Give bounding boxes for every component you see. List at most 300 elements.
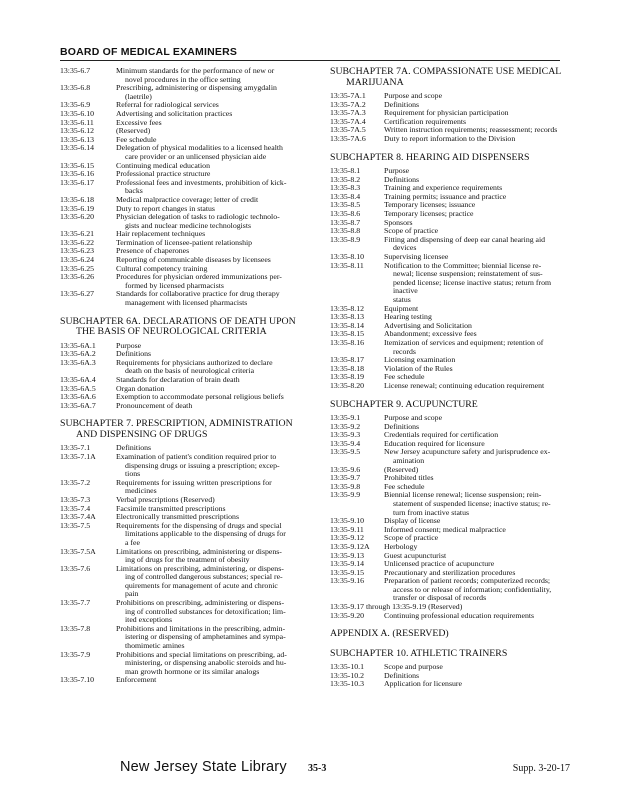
section-number: 13:35-9.13 bbox=[330, 550, 365, 560]
toc-entry bbox=[60, 359, 318, 376]
title-line: (Reserved) bbox=[384, 464, 419, 474]
section-number: 13:35-9.20 bbox=[330, 610, 365, 620]
toc-entry bbox=[330, 365, 570, 374]
title-line: Herbology bbox=[384, 541, 418, 551]
section-number: 13:35-6.12 bbox=[60, 126, 95, 136]
title-line: Prohibitions and limitations in the prescribing, admin- bbox=[116, 623, 286, 633]
title-line: Prohibitions and special limitations on prescribing, ad- bbox=[116, 649, 287, 659]
section-number: 13:35-7.5 bbox=[60, 520, 91, 530]
title-line: Facsimile transmitted prescriptions bbox=[116, 503, 226, 513]
toc-entry bbox=[330, 210, 570, 219]
section-title bbox=[115, 144, 318, 161]
title-line: Limitations on prescribing, administering, or dispens- bbox=[116, 563, 284, 573]
section-number: 13:35-6.26 bbox=[60, 272, 95, 282]
heading-line: SUBCHAPTER 7A. COMPASSIONATE USE MEDICAL bbox=[330, 66, 562, 77]
section-title bbox=[383, 491, 570, 517]
section-number: 13:35-9.12A bbox=[330, 541, 370, 551]
toc-entry bbox=[330, 92, 570, 101]
section-title bbox=[115, 290, 318, 307]
left-column bbox=[60, 67, 318, 685]
title-line: Unlicensed practice of acupuncture bbox=[384, 559, 495, 569]
title-line: Fee schedule bbox=[384, 481, 425, 491]
subchapter-heading bbox=[330, 400, 570, 411]
title-line: gists and nuclear medicine technologists bbox=[125, 220, 252, 230]
section-number: 13:35-9.16 bbox=[330, 576, 365, 586]
section-number: 13:35-6.25 bbox=[60, 263, 95, 273]
section-title bbox=[115, 179, 318, 196]
section-number: 13:35-6.19 bbox=[60, 203, 95, 213]
title-line: turn from inactive status bbox=[393, 507, 470, 517]
title-line: Procedures for physician ordered immunizations per- bbox=[116, 272, 282, 282]
section-number: 13:35-8.1 bbox=[330, 166, 361, 176]
section-number: 13:35-10.1 bbox=[330, 662, 365, 672]
title-line: access to or release of information; confidentiality, bbox=[393, 584, 552, 594]
toc-entry bbox=[330, 448, 570, 465]
title-line: Scope of practice bbox=[384, 226, 439, 236]
title-line: medicines bbox=[125, 486, 157, 496]
section-number: 13:35-6A.1 bbox=[60, 340, 96, 350]
toc-entry bbox=[60, 342, 318, 351]
running-header bbox=[60, 40, 560, 64]
section-number: 13:35-8.7 bbox=[330, 217, 361, 227]
section-title bbox=[115, 599, 318, 625]
right-column bbox=[330, 67, 570, 689]
section-number: 13:35-6.9 bbox=[60, 100, 91, 110]
heading-line: SUBCHAPTER 10. ATHLETIC TRAINERS bbox=[330, 647, 508, 659]
toc-entry bbox=[330, 526, 570, 535]
title-line: management with licensed pharmacists bbox=[125, 298, 248, 308]
subchapter-heading bbox=[60, 419, 318, 440]
page-footer bbox=[60, 757, 570, 781]
title-line: Excessive fees bbox=[116, 117, 162, 127]
section-number: 13:35-8.13 bbox=[330, 312, 365, 322]
title-line: Temporary licenses; practice bbox=[384, 209, 474, 219]
title-line: Prohibitions on prescribing, administering or dispens- bbox=[116, 598, 285, 608]
toc-entry bbox=[330, 680, 570, 689]
title-line: Training and experience requirements bbox=[384, 183, 503, 193]
section-number: 13:35-6.7 bbox=[60, 66, 91, 75]
section-title bbox=[383, 680, 570, 689]
title-line: Hearing testing bbox=[384, 312, 432, 322]
section-title bbox=[115, 402, 318, 411]
title-line: Presence of chaperones bbox=[116, 246, 190, 256]
title-line: ited exceptions bbox=[125, 615, 172, 625]
toc-entry bbox=[330, 135, 570, 144]
section-number: 13:35-9.3 bbox=[330, 430, 361, 440]
title-line: Notification to the Committee; biennial license re- bbox=[384, 260, 542, 270]
section-number: 13:35-6.24 bbox=[60, 255, 95, 265]
toc-entry bbox=[60, 273, 318, 290]
title-line: man growth hormone or its similar analogs bbox=[125, 666, 260, 676]
heading-line: SUBCHAPTER 7. PRESCRIPTION, ADMINISTRATION bbox=[60, 418, 293, 430]
title-line: devices bbox=[393, 243, 417, 253]
title-line: amination bbox=[393, 455, 425, 465]
section-title bbox=[115, 522, 318, 548]
section-number: 13:35-9.6 bbox=[330, 464, 361, 474]
title-line: Definitions bbox=[384, 670, 420, 680]
section-number: 13:35-10.2 bbox=[330, 670, 365, 680]
title-line: istering or dispensing of amphetamines and sympa- bbox=[125, 632, 286, 642]
title-line: Definitions bbox=[384, 174, 420, 184]
section-title bbox=[383, 339, 570, 356]
section-number: 13:35-9.7 bbox=[330, 473, 361, 483]
title-line: Fee schedule bbox=[116, 134, 157, 144]
section-number: 13:35-7.5A bbox=[60, 546, 96, 556]
title-line: Advertising and Solicitation bbox=[384, 320, 472, 330]
section-number: 13:35-6.23 bbox=[60, 246, 95, 256]
section-number: 13:35-6.8 bbox=[60, 83, 91, 93]
title-line: backs bbox=[125, 186, 143, 196]
title-line: Termination of licensee-patient relationship bbox=[116, 237, 253, 247]
section-title bbox=[115, 84, 318, 101]
title-line: Delegation of physical modalities to a licensed health bbox=[116, 143, 283, 153]
title-line: Organ donation bbox=[116, 383, 165, 393]
title-line: Purpose and scope bbox=[384, 91, 443, 100]
toc-entry bbox=[60, 479, 318, 496]
title-line: Hair replacement techniques bbox=[116, 229, 206, 239]
section-number: 13:35-6.16 bbox=[60, 169, 95, 179]
title-line: newal; license suspension; reinstatement of sus- bbox=[393, 269, 543, 279]
title-line: Examination of patient's condition required prior to bbox=[116, 451, 277, 461]
section-number: 13:35-7A.1 bbox=[330, 91, 366, 100]
title-line: Temporary licenses; issuance bbox=[384, 200, 476, 210]
title-line: Abandonment; excessive fees bbox=[384, 329, 477, 339]
toc-entry bbox=[330, 414, 570, 423]
title-line: Prohibited titles bbox=[384, 473, 434, 483]
title-line: status bbox=[393, 294, 411, 304]
title-line: License renewal; continuing education requirement bbox=[384, 380, 545, 390]
section-number: 13:35-8.9 bbox=[330, 234, 361, 244]
title-line: Supervising licensee bbox=[384, 252, 449, 261]
toc-entry bbox=[330, 474, 570, 483]
title-line: New Jersey acupuncture safety and jurisprudence ex- bbox=[384, 447, 551, 457]
section-number: 13:35-6.22 bbox=[60, 237, 95, 247]
title-line: Definitions bbox=[116, 349, 152, 359]
title-line: Sponsors bbox=[384, 217, 413, 227]
section-number: 13:35-6.17 bbox=[60, 177, 95, 187]
subchapter-heading bbox=[330, 67, 570, 88]
toc-entry bbox=[330, 167, 570, 176]
section-title bbox=[383, 612, 570, 621]
section-number: 13:35-6.11 bbox=[60, 117, 94, 127]
section-number: 13:35-6.14 bbox=[60, 143, 95, 153]
toc-entry bbox=[60, 599, 318, 625]
title-line: Fee schedule bbox=[384, 372, 425, 382]
toc-entry bbox=[60, 676, 318, 685]
title-line: Violation of the Rules bbox=[384, 363, 453, 373]
heading-line: APPENDIX A. (RESERVED) bbox=[330, 628, 449, 640]
toc-entry bbox=[330, 236, 570, 253]
title-line: Precautionary and sterilization procedures bbox=[384, 567, 516, 577]
toc-entry bbox=[60, 67, 318, 84]
title-line: ing of drugs for the treatment of obesity bbox=[125, 555, 250, 565]
section-number: 13:35-9.15 bbox=[330, 567, 365, 577]
title-line: Continuing medical education bbox=[116, 160, 210, 170]
section-number: 13:35-6.15 bbox=[60, 160, 95, 170]
section-number: 13:35-9.11 bbox=[330, 524, 364, 534]
section-number: 13:35-6A.4 bbox=[60, 375, 96, 384]
toc-entry bbox=[60, 376, 318, 385]
section-number: 13:35-8.12 bbox=[330, 303, 365, 313]
title-line: formed by licensed pharmacists bbox=[125, 280, 224, 290]
title-line: Prescribing, administering or dispensing amygdalin bbox=[116, 83, 277, 93]
section-number: 13:35-7.6 bbox=[60, 563, 91, 573]
title-line: records bbox=[393, 346, 416, 356]
section-number: 13:35-9.8 bbox=[330, 481, 361, 491]
section-number: 13:35-8.15 bbox=[330, 329, 365, 339]
section-number: 13:35-9.10 bbox=[330, 516, 365, 526]
section-number: 13:35-7.4A bbox=[60, 512, 96, 522]
title-line: Training permits; issuance and practice bbox=[384, 191, 507, 201]
title-line: Requirements for the dispensing of drugs and special bbox=[116, 520, 282, 530]
section-number: 13:35-7A.3 bbox=[330, 108, 366, 118]
title-line: tions bbox=[125, 469, 141, 479]
section-title bbox=[115, 651, 318, 677]
section-number: 13:35-8.5 bbox=[330, 200, 361, 210]
title-line: Verbal prescriptions (Reserved) bbox=[116, 494, 215, 504]
title-line: Display of license bbox=[384, 516, 441, 526]
supplement-date: Supp. 3-20-17 bbox=[512, 763, 570, 774]
title-line: Preparation of patient records; computerized records; bbox=[384, 576, 551, 586]
section-number: 13:35-6.10 bbox=[60, 108, 95, 118]
section-title bbox=[115, 625, 318, 651]
toc-entry bbox=[60, 84, 318, 101]
toc-entry bbox=[60, 548, 318, 565]
section-number: 13:35-7.4 bbox=[60, 503, 91, 513]
section-range: 13:35-9.17 through 13:35-9.19 (Reserved) bbox=[330, 602, 463, 612]
title-line: ministering, or dispensing anabolic steroids and hu- bbox=[125, 658, 287, 668]
title-line: Pronouncement of death bbox=[116, 400, 193, 410]
section-title bbox=[115, 676, 318, 685]
title-line: Standards for declaration of brain death bbox=[116, 375, 240, 384]
section-title bbox=[115, 67, 318, 84]
title-line: Duty to report changes in status bbox=[116, 203, 215, 213]
toc-entry bbox=[330, 577, 570, 603]
title-line: Biennial license renewal; license suspension; rein- bbox=[384, 490, 542, 500]
title-line: Credentials required for certification bbox=[384, 430, 499, 440]
title-line: Scope and purpose bbox=[384, 662, 443, 672]
title-line: Electronically transmitted prescriptions bbox=[116, 512, 239, 522]
section-number: 13:35-8.18 bbox=[330, 363, 365, 373]
section-title bbox=[383, 382, 570, 391]
heading-line: SUBCHAPTER 6A. DECLARATIONS OF DEATH UPON bbox=[60, 315, 296, 327]
title-line: care provider or an unlicensed physician aide bbox=[125, 151, 267, 161]
section-title bbox=[115, 359, 318, 376]
toc-entry bbox=[60, 213, 318, 230]
heading-line: AND DISPENSING OF DRUGS bbox=[76, 428, 208, 440]
section-number: 13:35-8.17 bbox=[330, 355, 365, 365]
heading-line: SUBCHAPTER 9. ACUPUNCTURE bbox=[330, 398, 478, 410]
section-number: 13:35-6A.2 bbox=[60, 349, 96, 359]
section-number: 13:35-9.2 bbox=[330, 421, 361, 431]
title-line: Definitions bbox=[116, 443, 152, 453]
section-number: 13:35-6.21 bbox=[60, 229, 95, 239]
title-line: thomimetic amines bbox=[125, 641, 185, 651]
section-number: 13:35-8.14 bbox=[330, 320, 365, 330]
title-line: Scope of practice bbox=[384, 533, 439, 543]
toc-entry bbox=[60, 290, 318, 307]
section-number: 13:35-6.20 bbox=[60, 212, 95, 222]
section-number: 13:35-6.18 bbox=[60, 194, 95, 204]
title-line: Standards for collaborative practice for drug therapy bbox=[116, 289, 280, 299]
title-line: Purpose bbox=[116, 340, 142, 350]
page-number: 35-3 bbox=[308, 763, 327, 774]
section-number: 13:35-7.2 bbox=[60, 477, 91, 487]
title-line: Informed consent; medical malpractice bbox=[384, 524, 506, 534]
toc-entry bbox=[60, 119, 318, 128]
subchapter-heading bbox=[60, 317, 318, 338]
section-title bbox=[383, 262, 570, 305]
section-number: 13:35-9.4 bbox=[330, 438, 361, 448]
section-number: 13:35-8.4 bbox=[330, 191, 361, 201]
toc-entry bbox=[60, 402, 318, 411]
section-number: 13:35-9.9 bbox=[330, 490, 361, 500]
section-number: 13:35-7A.4 bbox=[330, 116, 366, 126]
title-line: novel procedures in the office setting bbox=[125, 74, 241, 84]
title-line: Cultural competency training bbox=[116, 263, 208, 273]
title-line: ing of controlled dangerous substances; special re- bbox=[125, 572, 283, 582]
title-line: Limitations on prescribing, administering or dispens- bbox=[116, 546, 282, 556]
title-line: Education required for licensure bbox=[384, 438, 485, 448]
toc-entry bbox=[60, 110, 318, 119]
title-line: pended license; license inactive status; return from inactive bbox=[393, 277, 552, 296]
section-number: 13:35-6A.6 bbox=[60, 392, 96, 402]
title-line: Referral for radiological services bbox=[116, 100, 219, 110]
title-line: Professional practice structure bbox=[116, 169, 211, 179]
title-line: Exemption to accommodate personal religious beliefs bbox=[116, 392, 284, 402]
title-line: Advertising and solicitation practices bbox=[116, 108, 233, 118]
header-title: BOARD OF MEDICAL EXAMINERS bbox=[60, 46, 238, 58]
title-line: Purpose and scope bbox=[384, 413, 443, 422]
title-line: Certification requirements bbox=[384, 116, 467, 126]
section-number: 13:35-7.1A bbox=[60, 451, 96, 461]
section-number: 13:35-8.3 bbox=[330, 183, 361, 193]
title-line: Physician delegation of tasks to radiologic technolo- bbox=[116, 212, 280, 222]
section-title bbox=[383, 448, 570, 465]
section-number: 13:35-7.7 bbox=[60, 598, 91, 608]
toc-entry bbox=[60, 453, 318, 479]
toc-entry bbox=[60, 127, 318, 136]
title-line: Definitions bbox=[384, 99, 420, 109]
title-line: Licensing examination bbox=[384, 355, 456, 365]
toc-entry bbox=[330, 219, 570, 228]
title-line: a fee bbox=[125, 537, 140, 547]
section-number: 13:35-8.6 bbox=[330, 209, 361, 219]
heading-line: SUBCHAPTER 8. HEARING AID DISPENSERS bbox=[330, 151, 530, 163]
section-number: 13:35-7A.6 bbox=[330, 133, 366, 143]
header-rule bbox=[60, 60, 560, 61]
toc-entry bbox=[330, 612, 570, 621]
heading-line: MARIJUANA bbox=[346, 76, 404, 88]
title-line: Guest acupuncturist bbox=[384, 550, 447, 560]
subchapter-heading bbox=[330, 629, 570, 640]
section-number: 13:35-7.10 bbox=[60, 675, 95, 685]
section-number: 13:35-7.8 bbox=[60, 623, 91, 633]
section-number: 13:35-8.19 bbox=[330, 372, 365, 382]
section-number: 13:35-9.1 bbox=[330, 413, 361, 422]
section-number: 13:35-6.13 bbox=[60, 134, 95, 144]
toc-entry bbox=[330, 305, 570, 314]
title-line: death on the basis of neurological criteria bbox=[125, 366, 255, 376]
title-line: Reporting of communicable diseases by licensees bbox=[116, 255, 271, 265]
title-line: Professional fees and investments, prohibition of kick- bbox=[116, 177, 287, 187]
section-number: 13:35-7A.5 bbox=[330, 125, 366, 135]
subchapter-heading bbox=[330, 153, 570, 164]
section-number: 13:35-7.9 bbox=[60, 649, 91, 659]
section-number: 13:35-10.3 bbox=[330, 679, 365, 689]
title-line: statement of suspended license; inactive status; re- bbox=[393, 498, 551, 508]
section-number: 13:35-9.12 bbox=[330, 533, 365, 543]
title-line: Purpose bbox=[384, 166, 410, 176]
toc-entry bbox=[60, 565, 318, 599]
title-line: transfer or disposal of records bbox=[393, 593, 487, 603]
title-line: (Reserved) bbox=[116, 126, 151, 136]
section-title bbox=[115, 453, 318, 479]
toc-entry bbox=[60, 179, 318, 196]
toc-entry bbox=[60, 522, 318, 548]
title-line: Medical malpractice coverage; letter of credit bbox=[116, 194, 259, 204]
title-line: ing of controlled substances for detoxification; lim- bbox=[125, 606, 286, 616]
title-line: Duty to report information to the Division bbox=[384, 133, 516, 143]
section-title bbox=[115, 213, 318, 230]
library-stamp: New Jersey State Library bbox=[120, 759, 287, 775]
title-line: Minimum standards for the performance of new or bbox=[116, 66, 275, 75]
section-title bbox=[383, 236, 570, 253]
section-number: 13:35-6A.5 bbox=[60, 383, 96, 393]
toc-entry bbox=[330, 543, 570, 552]
title-line: Continuing professional education requirements bbox=[384, 610, 535, 620]
title-line: Requirements for physicians authorized to declare bbox=[116, 357, 273, 367]
section-number: 13:35-7.3 bbox=[60, 494, 91, 504]
section-number: 13:35-7A.2 bbox=[330, 99, 366, 109]
section-number: 13:35-9.14 bbox=[330, 559, 365, 569]
section-number: 13:35-8.8 bbox=[330, 226, 361, 236]
toc-entry bbox=[60, 651, 318, 677]
section-number: 13:35-6A.7 bbox=[60, 400, 96, 410]
heading-line: THE BASIS OF NEUROLOGICAL CRITERIA bbox=[76, 326, 267, 338]
section-number: 13:35-8.16 bbox=[330, 337, 365, 347]
title-line: quirements for management of acute and chronic bbox=[125, 580, 278, 590]
section-number: 13:35-6A.3 bbox=[60, 357, 96, 367]
section-title bbox=[383, 135, 570, 144]
toc-entry bbox=[330, 466, 570, 475]
section-number: 13:35-8.2 bbox=[330, 174, 361, 184]
toc-entry bbox=[60, 144, 318, 161]
title-line: Itemization of services and equipment; retention of bbox=[384, 337, 544, 347]
title-line: (laetrile) bbox=[125, 91, 152, 101]
toc-entry bbox=[330, 262, 570, 305]
subchapter-heading bbox=[330, 649, 570, 660]
section-number: 13:35-8.20 bbox=[330, 380, 365, 390]
toc-entry bbox=[60, 625, 318, 651]
title-line: Application for licensure bbox=[384, 679, 462, 689]
title-line: Enforcement bbox=[116, 675, 157, 685]
title-line: dispensing drugs or issuing a prescription; excep- bbox=[125, 460, 280, 470]
title-line: Requirement for physician participation bbox=[384, 108, 509, 118]
title-line: Equipment bbox=[384, 303, 419, 313]
section-title bbox=[115, 273, 318, 290]
toc-entry bbox=[330, 339, 570, 356]
section-title bbox=[383, 577, 570, 603]
section-number: 13:35-8.10 bbox=[330, 252, 365, 261]
title-line: Definitions bbox=[384, 421, 420, 431]
section-title bbox=[115, 565, 318, 599]
toc-entry bbox=[330, 663, 570, 672]
title-line: Fitting and dispensing of deep ear canal hearing aid bbox=[384, 234, 546, 244]
section-number: 13:35-9.5 bbox=[330, 447, 361, 457]
title-line: Written instruction requirements; reassessment; records bbox=[384, 125, 558, 135]
section-number: 13:35-8.11 bbox=[330, 260, 364, 270]
